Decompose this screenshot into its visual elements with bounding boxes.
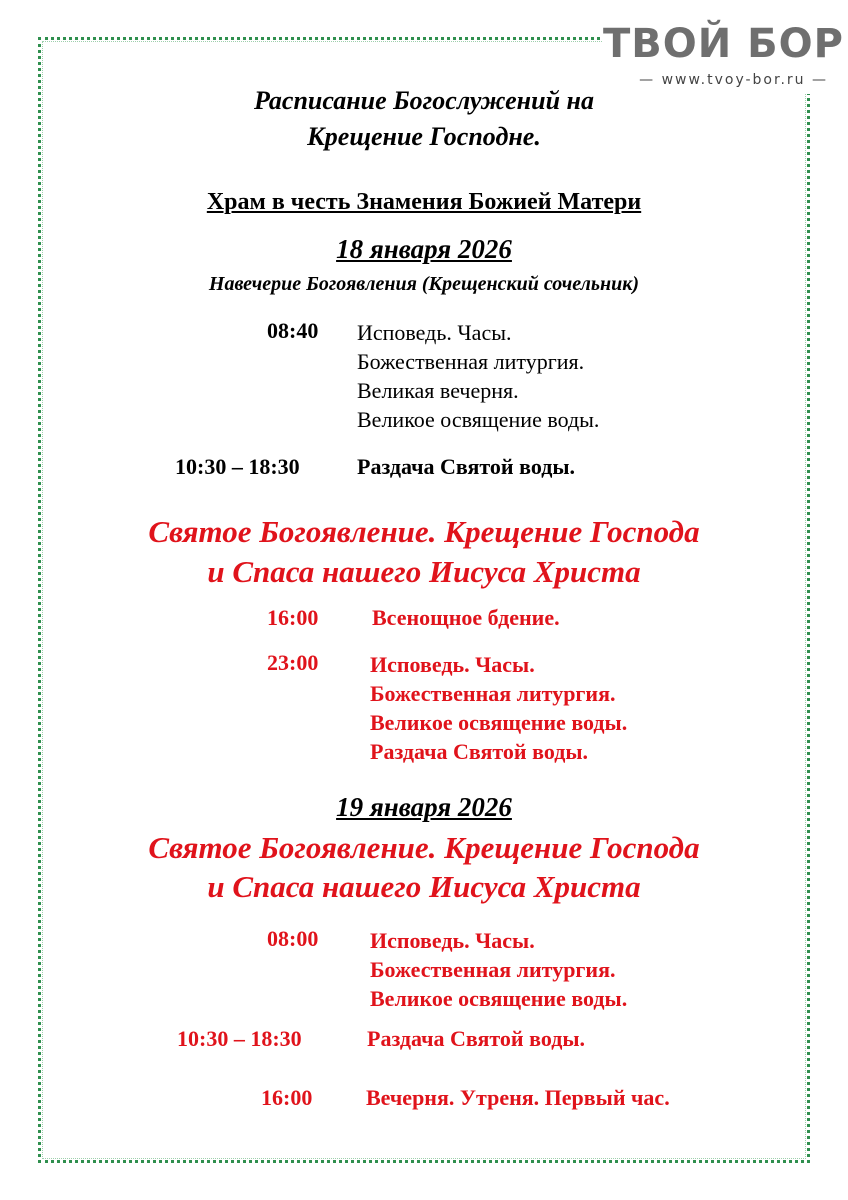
feast-heading-line1: Святое Богоявление. Крещение Господа [148, 514, 700, 549]
page-title-line2: Крещение Господне. [307, 122, 541, 151]
service-item: Раздача Святой воды. [367, 1026, 586, 1051]
date-heading-18: 18 января 2026 [336, 234, 512, 264]
service-item: Вечерня. Утреня. Первый час. [366, 1085, 670, 1110]
feast-heading-line2: и Спаса нашего Иисуса Христа [207, 554, 641, 589]
service-item: Божественная литургия. [357, 349, 585, 374]
service-item: Исповедь. Часы. [370, 928, 535, 953]
feast-heading-line1: Святое Богоявление. Крещение Господа [148, 830, 700, 865]
service-time: 16:00 [261, 1085, 313, 1110]
service-item: Всенощное бдение. [372, 605, 560, 630]
service-item: Исповедь. Часы. [357, 320, 512, 345]
service-time: 08:00 [267, 926, 319, 951]
service-time: 10:30 – 18:30 [175, 454, 300, 479]
church-name: Храм в честь Знамения Божией Матери [206, 189, 642, 215]
service-list [357, 318, 599, 434]
service-item: Великое освящение воды. [370, 986, 628, 1011]
service-item: Великое освящение воды. [357, 407, 600, 432]
watermark-brand: ТВОЙ БОР [603, 21, 844, 67]
date-heading-19: 19 января 2026 [336, 792, 512, 822]
watermark-logo [603, 21, 844, 94]
service-list [370, 650, 627, 766]
feast-heading-line2: и Спаса нашего Иисуса Христа [207, 869, 641, 904]
service-item: Раздача Святой воды. [357, 454, 576, 479]
page-title-line1: Расписание Богослужений на [254, 86, 594, 115]
service-item: Раздача Святой воды. [370, 739, 589, 764]
service-item: Великое освящение воды. [370, 710, 628, 735]
watermark-url: — www.tvoy-bor.ru — [639, 72, 828, 88]
service-list [370, 926, 627, 1013]
service-item: Божественная литургия. [370, 957, 616, 982]
eve-subtitle: Навечерие Богоявления (Крещенский сочельник) [208, 273, 640, 295]
service-time: 08:40 [267, 318, 319, 343]
service-item: Великая вечерня. [357, 378, 519, 403]
service-time: 10:30 – 18:30 [177, 1026, 302, 1051]
service-item: Божественная литургия. [370, 681, 616, 706]
service-item: Исповедь. Часы. [370, 652, 535, 677]
service-time: 23:00 [267, 650, 319, 675]
service-time: 16:00 [267, 605, 319, 630]
